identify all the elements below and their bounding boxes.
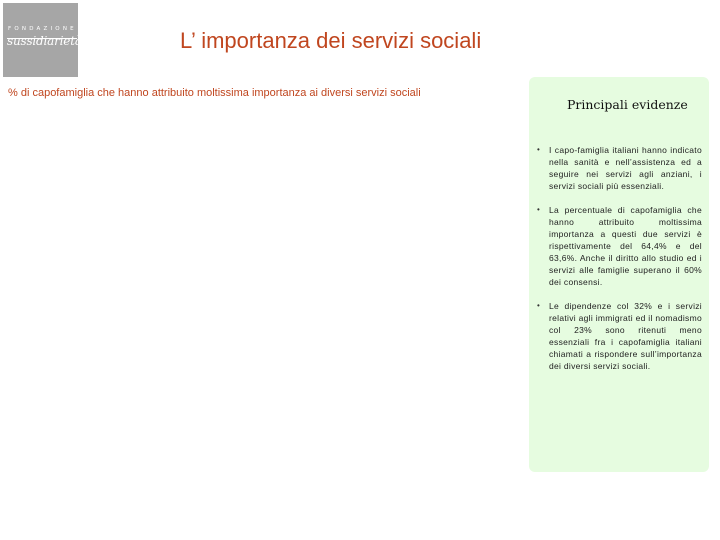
evidence-text: Le dipendenze col 32% e i servizi relativi agli immigrati ed il nomadismo col 23% sono ritenuti meno essenziali fra i capofamiglia italiani chiamati a rispondere sull’importanza dei diversi servizi sociali. [549,301,702,371]
evidence-list [537,144,702,384]
evidence-text: La percentuale di capofamiglia che hanno attribuito moltissima importanza a questi due servizi è rispettivamente del 64,4% e del 63,6%. Anche il diritto allo studio ed i servizi alle famiglie superano il 60% dei consensi. [549,205,702,287]
chart-subtitle: % di capofamiglia che hanno attribuito moltissima importanza ai diversi servizi sociali [8,87,421,99]
logo-brand-text: sussidiarietà [7,34,82,48]
bullet-icon: • [537,301,540,310]
evidence-panel [529,77,709,472]
list-item [537,144,702,192]
logo [3,3,82,77]
list-item [537,300,702,372]
bullet-icon: • [537,205,540,214]
panel-title: Principali evidenze [567,97,688,112]
logo-foundation-text: FONDAZIONE [8,26,77,32]
evidence-text: I capo-famiglia italiani hanno indicato nella sanità e nell’assistenza ed a seguire nei servizi agli anziani, i servizi sociali più essenziali. [549,145,702,191]
list-item [537,204,702,288]
bullet-icon: • [537,145,540,154]
page-title: L’ importanza dei servizi sociali [180,28,482,53]
